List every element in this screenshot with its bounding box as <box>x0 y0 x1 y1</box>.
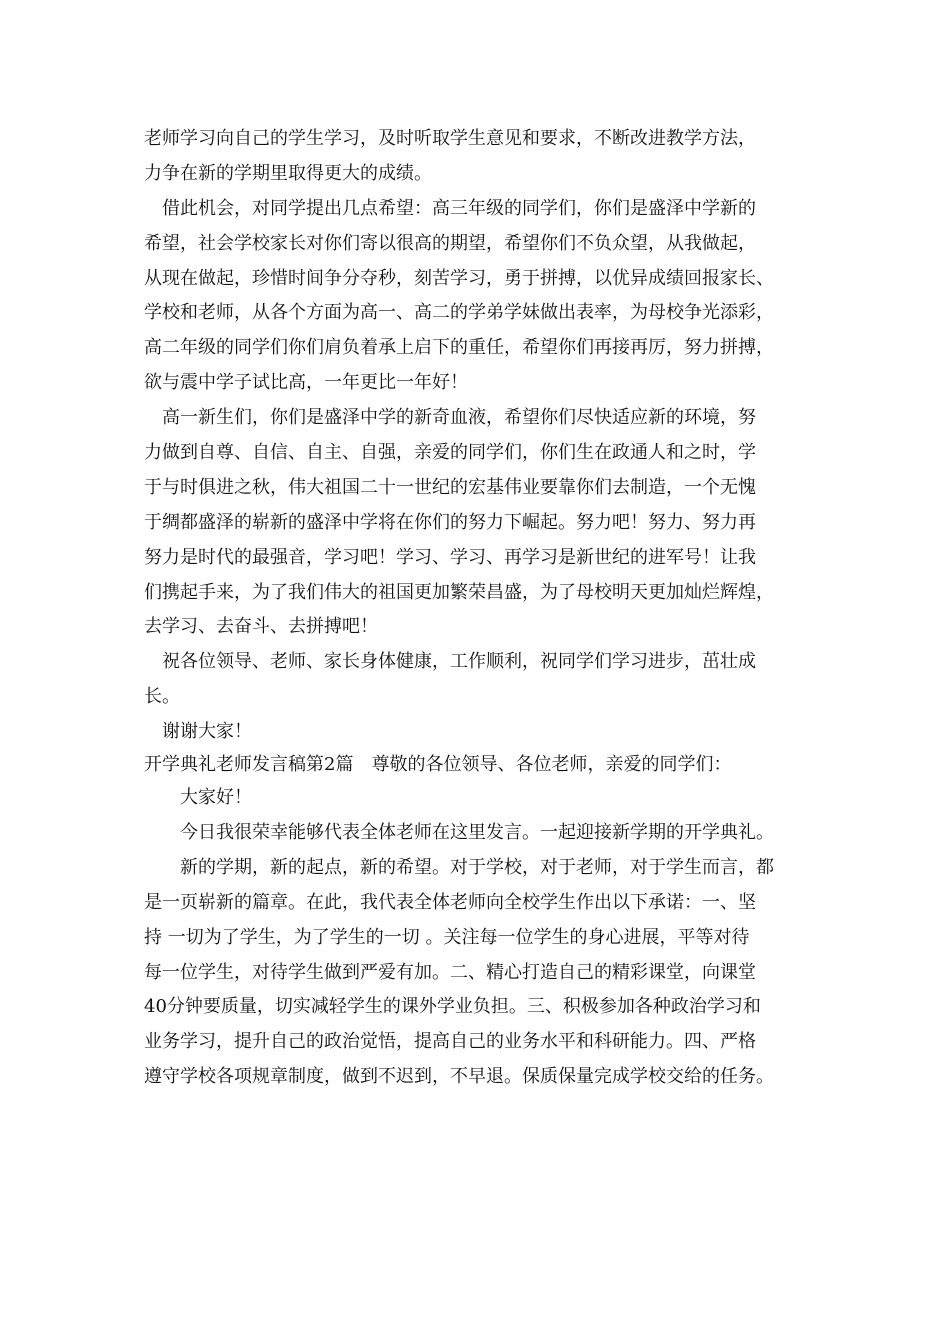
text-line: 力做到自尊、自信、自主、自强，亲爱的同学们，你们生在政通人和之时，学 <box>144 442 756 464</box>
text-line: 长。 <box>144 686 180 708</box>
text-line: 努力是时代的最强音，学习吧！学习、学习、再学习是新世纪的进军号！让我 <box>144 546 756 568</box>
text-line: 力争在新的学期里取得更大的成绩。 <box>144 162 432 184</box>
text-line: 祝各位领导、老师、家长身体健康，工作顺利，祝同学们学习进步，茁壮成 <box>144 651 756 673</box>
text-line: 从现在做起，珍惜时间争分夺秒，刻苦学习，勇于拼搏，以优异成绩回报家长、 <box>144 267 774 289</box>
text-line: 欲与震中学子试比高，一年更比一年好！ <box>144 372 468 394</box>
text-line: 们携起手来，为了我们伟大的祖国更加繁荣昌盛，为了母校明天更加灿烂辉煌， <box>144 581 774 603</box>
text-line: 每一位学生，对待学生做到严爱有加。二、精心打造自己的精彩课堂，向课堂 <box>144 961 756 983</box>
document-body <box>144 122 844 1095</box>
text-line: 持 一切为了学生，为了学生的一切 。关注每一位学生的身心进展，平等对待 <box>144 926 750 948</box>
text-line: 去学习、去奋斗、去拼搏吧！ <box>144 616 378 638</box>
text-line: 于绸都盛泽的崭新的盛泽中学将在你们的努力下崛起。努力吧！努力、努力再 <box>144 511 756 533</box>
text-line: 是一页崭新的篇章。在此，我代表全体老师向全校学生作出以下承诺：一、坚 <box>144 891 756 913</box>
text-line: 遵守学校各项规章制度，做到不迟到，不早退。保质保量完成学校交给的任务。 <box>144 1066 774 1088</box>
text-line: 希望，社会学校家长对你们寄以很高的期望，希望你们不负众望，从我做起， <box>144 232 756 254</box>
text-line: 业务学习，提升自己的政治觉悟，提高自己的业务水平和科研能力。四、严格 <box>144 1031 756 1053</box>
text-line: 谢谢大家！ <box>144 721 252 743</box>
text-line: 大家好！ <box>144 787 252 809</box>
text-line: 高一新生们，你们是盛泽中学的新奇血液，希望你们尽快适应新的环境，努 <box>144 407 756 429</box>
text-line: 老师学习向自己的学生学习，及时听取学生意见和要求，不断改进教学方法， <box>144 128 756 149</box>
section-heading-line: 开学典礼老师发言稿第2篇 尊敬的各位领导、各位老师，亲爱的同学们： <box>144 754 732 776</box>
text-line: 借此机会，对同学提出几点希望：高三年级的同学们，你们是盛泽中学新的 <box>144 197 756 219</box>
text-line: 高二年级的同学们你们肩负着承上启下的重任，希望你们再接再厉，努力拼搏， <box>144 337 774 359</box>
text-line: 40分钟要质量，切实减轻学生的课外学业负担。三、积极参加各种政治学习和 <box>144 996 761 1018</box>
text-line: 新的学期，新的起点，新的希望。对于学校，对于老师，对于学生而言，都 <box>144 856 774 878</box>
text-line: 学校和老师，从各个方面为高一、高二的学弟学妹做出表率，为母校争光添彩， <box>144 302 774 324</box>
text-line: 于与时俱进之秋，伟大祖国二十一世纪的宏基伟业要靠你们去制造，一个无愧 <box>144 476 756 498</box>
text-line: 今日我很荣幸能够代表全体老师在这里发言。一起迎接新学期的开学典礼。 <box>144 822 774 844</box>
